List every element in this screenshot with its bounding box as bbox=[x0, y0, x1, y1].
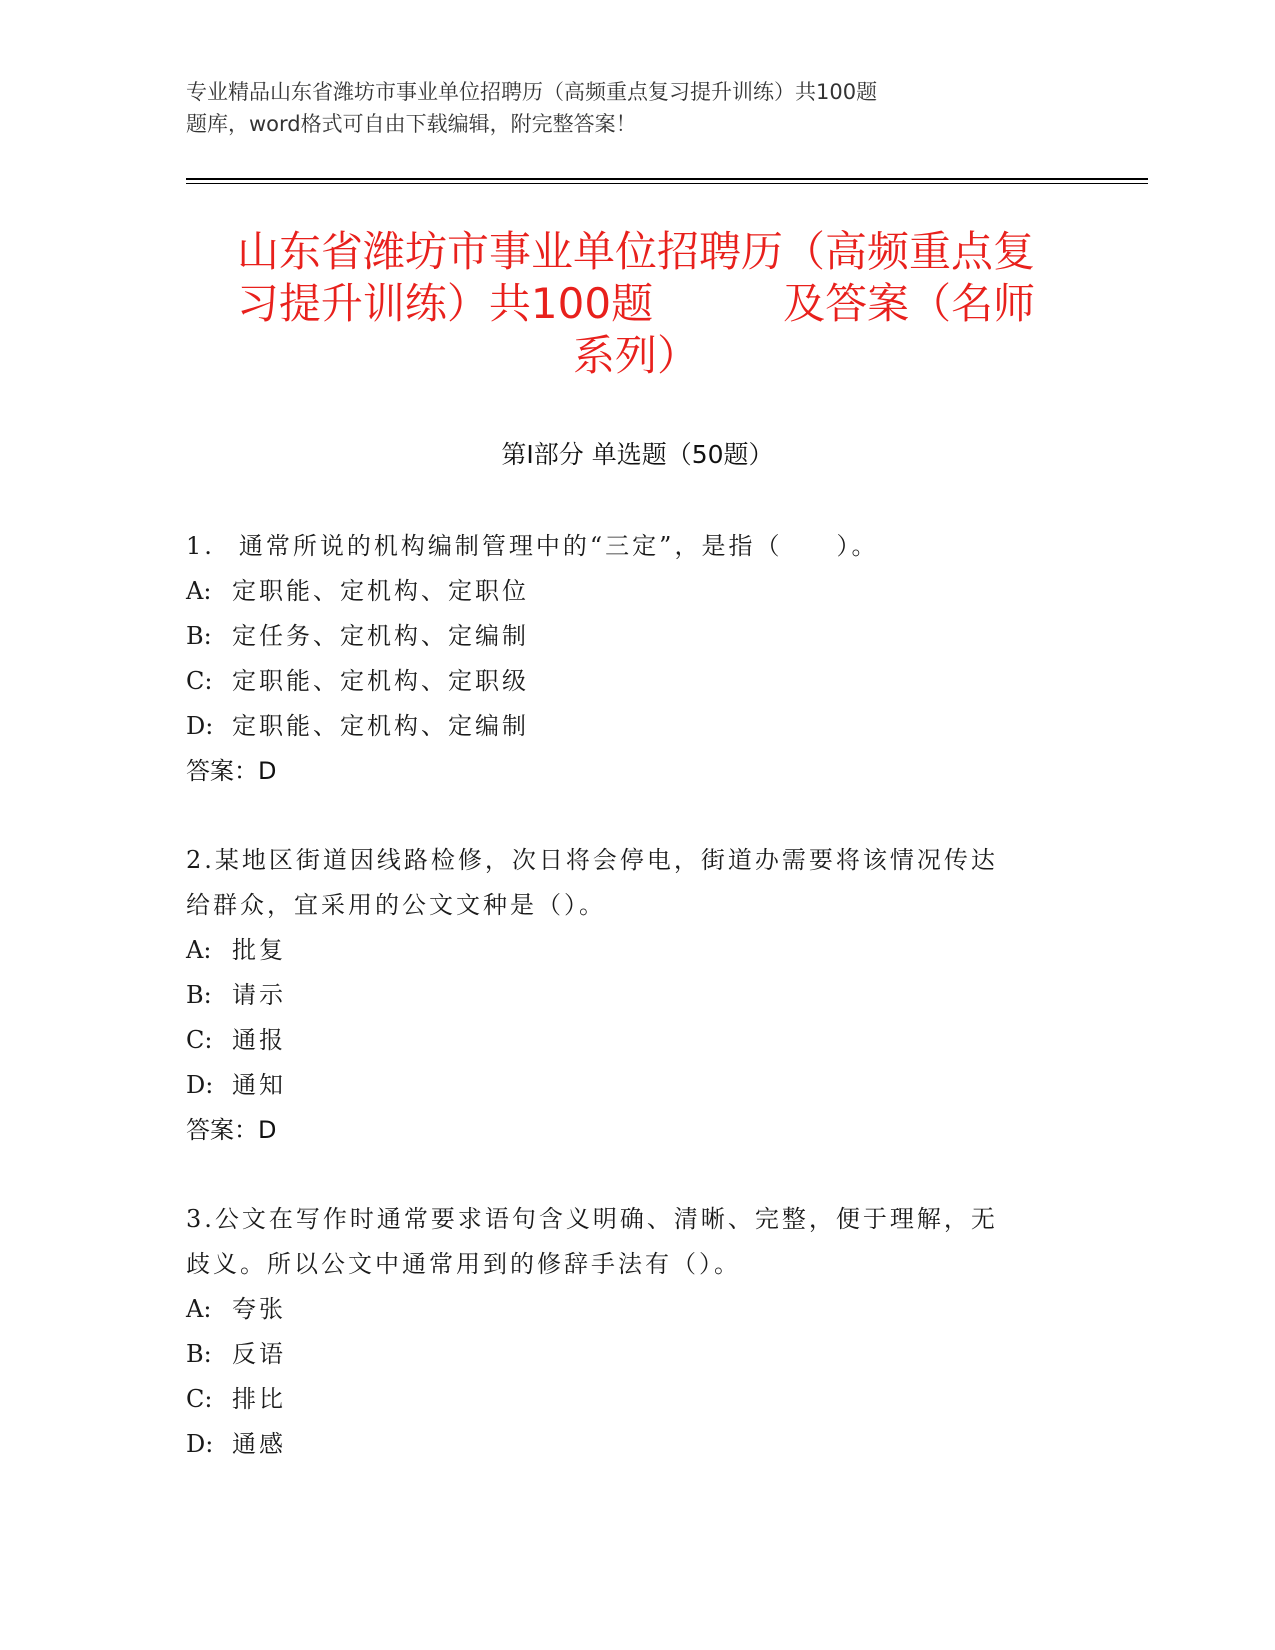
title-line3: 系列） bbox=[572, 331, 699, 380]
option-a bbox=[186, 1287, 1066, 1332]
option-b bbox=[186, 614, 1066, 659]
document-title bbox=[196, 226, 1076, 382]
title-line2-right: 及答案（名师 bbox=[783, 279, 1036, 328]
option-text: 定职能、定机构、定职位 bbox=[232, 577, 529, 605]
question-list bbox=[186, 524, 1066, 1511]
option-a bbox=[186, 928, 1066, 973]
question-number: 2. bbox=[186, 846, 215, 874]
question-text-line1: 公文在写作时通常要求语句含义明确、清晰、完整，便于理解，无 bbox=[214, 1205, 998, 1233]
question-number: 3. bbox=[186, 1205, 215, 1233]
question-3 bbox=[186, 1197, 1066, 1467]
question-number: 1. bbox=[186, 532, 215, 560]
option-key: A: bbox=[186, 936, 212, 964]
option-b bbox=[186, 973, 1066, 1018]
title-line2 bbox=[196, 278, 1076, 330]
option-key: B: bbox=[186, 1340, 212, 1368]
option-c bbox=[186, 1377, 1066, 1422]
option-text: 通知 bbox=[232, 1071, 286, 1099]
option-d bbox=[186, 1063, 1066, 1108]
option-key: C: bbox=[186, 1385, 213, 1413]
question-2 bbox=[186, 838, 1066, 1153]
header-note-line1: 专业精品山东省潍坊市事业单位招聘历（高频重点复习提升训练）共100题 bbox=[186, 80, 878, 104]
header-divider-thick bbox=[186, 178, 1148, 180]
option-d bbox=[186, 704, 1066, 749]
option-text: 定任务、定机构、定编制 bbox=[232, 622, 529, 650]
option-key: B: bbox=[186, 622, 212, 650]
title-line1: 山东省潍坊市事业单位招聘历（高频重点复 bbox=[236, 227, 1035, 276]
question-stem bbox=[186, 1197, 1066, 1242]
option-a bbox=[186, 569, 1066, 614]
question-1 bbox=[186, 524, 1066, 794]
option-key: D: bbox=[186, 712, 214, 740]
option-c bbox=[186, 1018, 1066, 1063]
option-text: 批复 bbox=[232, 936, 286, 964]
option-text: 反语 bbox=[232, 1340, 286, 1368]
question-stem bbox=[186, 524, 1066, 569]
option-key: D: bbox=[186, 1430, 214, 1458]
option-key: A: bbox=[186, 577, 212, 605]
option-text: 排比 bbox=[232, 1385, 286, 1413]
option-key: D: bbox=[186, 1071, 214, 1099]
title-line2-left: 习提升训练）共100题 bbox=[236, 279, 654, 328]
option-d bbox=[186, 1422, 1066, 1467]
header-note-line2: 题库，word格式可自由下载编辑，附完整答案！ bbox=[186, 112, 637, 136]
section-heading: 第Ⅰ部分 单选题（50题） bbox=[501, 440, 774, 469]
option-text: 夸张 bbox=[232, 1295, 286, 1323]
header-note bbox=[186, 76, 1026, 140]
option-key: C: bbox=[186, 667, 213, 695]
question-text-line2: 给群众，宜采用的公文文种是（）。 bbox=[186, 891, 606, 919]
header-divider-thin bbox=[186, 183, 1148, 184]
answer: 答案：D bbox=[186, 1116, 277, 1144]
option-text: 定职能、定机构、定编制 bbox=[232, 712, 529, 740]
question-text: 通常所说的机构编制管理中的“三定”，是指（ ）。 bbox=[238, 532, 879, 560]
option-key: C: bbox=[186, 1026, 213, 1054]
option-c bbox=[186, 659, 1066, 704]
answer: 答案：D bbox=[186, 757, 277, 785]
question-stem bbox=[186, 838, 1066, 883]
option-key: B: bbox=[186, 981, 212, 1009]
option-text: 通感 bbox=[232, 1430, 286, 1458]
option-text: 通报 bbox=[232, 1026, 286, 1054]
question-text-line1: 某地区街道因线路检修，次日将会停电，街道办需要将该情况传达 bbox=[214, 846, 998, 874]
option-b bbox=[186, 1332, 1066, 1377]
option-key: A: bbox=[186, 1295, 212, 1323]
question-text-line2: 歧义。所以公文中通常用到的修辞手法有（）。 bbox=[186, 1250, 741, 1278]
option-text: 请示 bbox=[232, 981, 286, 1009]
option-text: 定职能、定机构、定职级 bbox=[232, 667, 529, 695]
